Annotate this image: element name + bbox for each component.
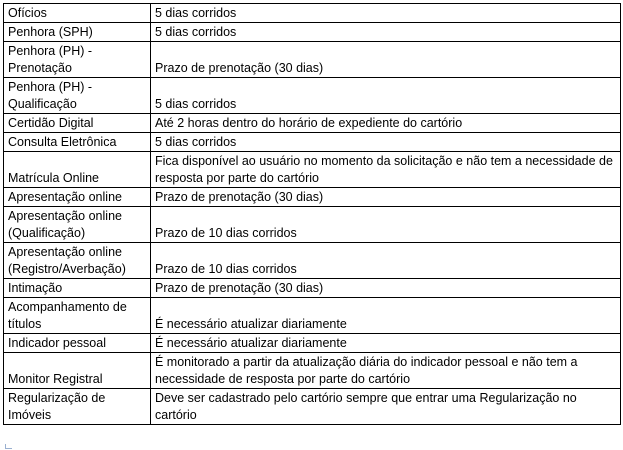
deadline-cell: Prazo de 10 dias corridos: [151, 207, 621, 243]
service-cell: Consulta Eletrônica: [4, 133, 151, 152]
table-row: [4, 114, 621, 133]
table-row: [4, 298, 621, 334]
deadline-cell: Até 2 horas dentro do horário de expediente do cartório: [151, 114, 621, 133]
table-row: [4, 42, 621, 78]
service-cell: Apresentação online (Registro/Averbação): [4, 243, 151, 279]
service-cell: Matrícula Online: [4, 152, 151, 188]
table-row: [4, 4, 621, 23]
deadline-cell: Prazo de prenotação (30 dias): [151, 188, 621, 207]
service-cell: Acompanhamento de títulos: [4, 298, 151, 334]
table-row: [4, 78, 621, 114]
service-cell: Ofícios: [4, 4, 151, 23]
deadline-cell: É necessário atualizar diariamente: [151, 298, 621, 334]
service-cell: Certidão Digital: [4, 114, 151, 133]
table-row: [4, 243, 621, 279]
deadline-cell: Prazo de prenotação (30 dias): [151, 279, 621, 298]
deadline-cell: 5 dias corridos: [151, 78, 621, 114]
deadline-cell: Prazo de 10 dias corridos: [151, 243, 621, 279]
service-cell: Penhora (SPH): [4, 23, 151, 42]
table-row: [4, 188, 621, 207]
table-row: [4, 334, 621, 353]
service-cell: Intimação: [4, 279, 151, 298]
deadline-cell: Deve ser cadastrado pelo cartório sempre que entrar uma Regularização no cartório: [151, 389, 621, 425]
table-row: [4, 133, 621, 152]
deadline-cell: 5 dias corridos: [151, 133, 621, 152]
service-deadline-table: [3, 3, 621, 425]
service-cell: Apresentação online (Qualificação): [4, 207, 151, 243]
table-row: [4, 279, 621, 298]
deadline-cell: 5 dias corridos: [151, 4, 621, 23]
service-cell: Monitor Registral: [4, 353, 151, 389]
deadline-cell: Prazo de prenotação (30 dias): [151, 42, 621, 78]
service-cell: Regularização de Imóveis: [4, 389, 151, 425]
deadline-cell: É monitorado a partir da atualização diária do indicador pessoal e não tem a necessidade de resposta por parte do cartório: [151, 353, 621, 389]
table-row: [4, 23, 621, 42]
deadline-cell: É necessário atualizar diariamente: [151, 334, 621, 353]
deadline-cell: Fica disponível ao usuário no momento da solicitação e não tem a necessidade de resposta por parte do cartório: [151, 152, 621, 188]
service-cell: Indicador pessoal: [4, 334, 151, 353]
table-row: [4, 389, 621, 425]
service-cell: Apresentação online: [4, 188, 151, 207]
table-row: [4, 152, 621, 188]
anchor-mark: [5, 444, 12, 449]
table-row: [4, 207, 621, 243]
service-cell: Penhora (PH) - Prenotação: [4, 42, 151, 78]
table-row: [4, 353, 621, 389]
deadline-cell: 5 dias corridos: [151, 23, 621, 42]
service-cell: Penhora (PH) - Qualificação: [4, 78, 151, 114]
